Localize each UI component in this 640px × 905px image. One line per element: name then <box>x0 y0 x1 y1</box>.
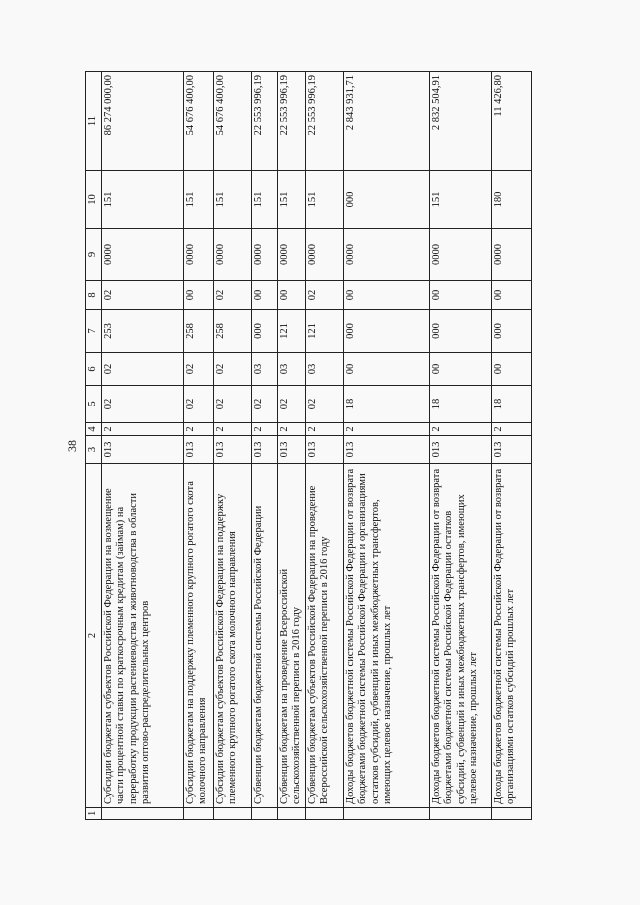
table-row <box>213 72 251 820</box>
table-row <box>343 72 429 820</box>
row-code-cell: 02 <box>101 386 183 423</box>
column-header-1: 1 <box>86 808 102 820</box>
row-code-cell: 02 <box>213 281 251 310</box>
row-description: Доходы бюджетов бюджетной системы Российской Федерации от возврата бюджетами бюджетной системы Российской Федерации остатков субсидий, субвенций и иных межбюджетных трансфертов, имеющих целевое назначение, прошлых лет <box>429 464 491 808</box>
row-code-cell: 02 <box>305 281 343 310</box>
header-row <box>86 72 102 820</box>
column-header-6: 6 <box>86 353 102 386</box>
row-description: Субвенции бюджетам на проведение Всероссийской сельскохозяйственной переписи в 2016 году <box>277 464 305 808</box>
column-header-4: 4 <box>86 423 102 436</box>
row-code-cell: 000 <box>343 310 429 353</box>
row-code-cell: 0000 <box>101 229 183 281</box>
row-code-cell: 151 <box>213 171 251 229</box>
table-row <box>183 72 213 820</box>
row-code-cell: 0000 <box>183 229 213 281</box>
row-code-cell: 2 <box>305 423 343 436</box>
row-code-cell: 151 <box>251 171 277 229</box>
row-code-cell <box>183 808 213 820</box>
row-code-cell: 00 <box>343 353 429 386</box>
row-code-cell <box>213 808 251 820</box>
row-code-cell <box>277 808 305 820</box>
row-code-cell: 000 <box>429 310 491 353</box>
row-description: Доходы бюджетов бюджетной системы Российской Федерации от возврата бюджетами бюджетной системы Российской Федерации и организациями остатков субсидий, субвенций и иных межбюджетных трансфертов, имеющих целевое назначение, прошлых лет <box>343 464 429 808</box>
row-code-cell: 02 <box>277 386 305 423</box>
row-code-cell: 013 <box>213 436 251 464</box>
row-code-cell: 03 <box>277 353 305 386</box>
row-code-cell: 02 <box>183 353 213 386</box>
row-code-cell: 000 <box>251 310 277 353</box>
row-amount: 11 426,80 <box>491 72 531 171</box>
row-code-cell: 00 <box>491 353 531 386</box>
column-header-5: 5 <box>86 386 102 423</box>
row-code-cell: 000 <box>491 310 531 353</box>
row-code-cell: 00 <box>491 281 531 310</box>
table-body <box>101 72 531 820</box>
column-header-11: 11 <box>86 72 102 171</box>
row-description: Субсидии бюджетам субъектов Российской Федерации на поддержку племенного крупного рогатого скота молочного направления <box>213 464 251 808</box>
row-code-cell: 02 <box>213 353 251 386</box>
row-amount: 2 832 504,91 <box>429 72 491 171</box>
table-row <box>429 72 491 820</box>
row-code-cell: 02 <box>101 281 183 310</box>
row-description: Субвенции бюджетам субъектов Российской Федерации на проведение Всероссийской сельскохозяйственной переписи в 2016 году <box>305 464 343 808</box>
row-amount: 2 843 931,71 <box>343 72 429 171</box>
row-code-cell: 0000 <box>277 229 305 281</box>
row-code-cell: 121 <box>305 310 343 353</box>
row-code-cell: 2 <box>429 423 491 436</box>
row-description: Субсидии бюджетам субъектов Российской Федерации на возмещение части процентной ставки по краткосрочным кредитам (займам) на переработку продукции растениеводства и животноводства в области развития оптово-распределительных центров <box>101 464 183 808</box>
row-code-cell: 02 <box>305 386 343 423</box>
row-description: Субсидии бюджетам на поддержку племенного крупного рогатого скота молочного направления <box>183 464 213 808</box>
row-code-cell: 000 <box>343 171 429 229</box>
row-code-cell: 02 <box>183 386 213 423</box>
row-code-cell: 0000 <box>491 229 531 281</box>
row-code-cell: 151 <box>277 171 305 229</box>
row-code-cell: 2 <box>343 423 429 436</box>
row-code-cell: 0000 <box>305 229 343 281</box>
column-header-10: 10 <box>86 171 102 229</box>
row-code-cell: 2 <box>491 423 531 436</box>
table-row <box>277 72 305 820</box>
row-code-cell: 03 <box>305 353 343 386</box>
row-code-cell: 180 <box>491 171 531 229</box>
row-code-cell <box>251 808 277 820</box>
row-code-cell: 02 <box>251 386 277 423</box>
column-header-2: 2 <box>86 464 102 808</box>
row-code-cell <box>101 808 183 820</box>
row-code-cell: 151 <box>429 171 491 229</box>
row-code-cell: 013 <box>277 436 305 464</box>
table-row <box>305 72 343 820</box>
row-code-cell: 0000 <box>213 229 251 281</box>
row-code-cell: 00 <box>343 281 429 310</box>
row-description: Субвенции бюджетам бюджетной системы Российской Федерации <box>251 464 277 808</box>
column-header-3: 3 <box>86 436 102 464</box>
row-code-cell: 0000 <box>251 229 277 281</box>
column-header-8: 8 <box>86 281 102 310</box>
row-code-cell: 00 <box>429 353 491 386</box>
row-code-cell: 2 <box>183 423 213 436</box>
row-amount: 22 553 996,19 <box>305 72 343 171</box>
row-code-cell: 013 <box>251 436 277 464</box>
row-code-cell: 013 <box>491 436 531 464</box>
row-code-cell <box>429 808 491 820</box>
row-code-cell: 0000 <box>343 229 429 281</box>
row-code-cell: 121 <box>277 310 305 353</box>
row-code-cell <box>305 808 343 820</box>
row-amount: 22 553 996,19 <box>277 72 305 171</box>
row-code-cell: 151 <box>101 171 183 229</box>
row-code-cell: 2 <box>277 423 305 436</box>
row-amount: 86 274 000,00 <box>101 72 183 171</box>
row-code-cell: 013 <box>305 436 343 464</box>
column-header-9: 9 <box>86 229 102 281</box>
table-row <box>251 72 277 820</box>
row-code-cell: 00 <box>429 281 491 310</box>
row-code-cell: 151 <box>305 171 343 229</box>
row-code-cell: 18 <box>491 386 531 423</box>
row-code-cell: 013 <box>343 436 429 464</box>
row-code-cell: 013 <box>183 436 213 464</box>
row-code-cell: 02 <box>213 386 251 423</box>
row-code-cell: 2 <box>251 423 277 436</box>
table-row <box>101 72 183 820</box>
row-code-cell: 00 <box>183 281 213 310</box>
row-code-cell: 02 <box>101 353 183 386</box>
row-code-cell: 2 <box>101 423 183 436</box>
row-code-cell: 258 <box>213 310 251 353</box>
row-code-cell <box>491 808 531 820</box>
row-code-cell: 18 <box>429 386 491 423</box>
row-description: Доходы бюджетов бюджетной системы Российской Федерации от возврата организациями остатков субсидий прошлых лет <box>491 464 531 808</box>
row-code-cell: 013 <box>101 436 183 464</box>
table-row <box>491 72 531 820</box>
rotated-table-block <box>65 72 525 820</box>
row-amount: 54 676 400,00 <box>213 72 251 171</box>
row-amount: 22 553 996,19 <box>251 72 277 171</box>
page-number: 38 <box>65 440 79 452</box>
row-code-cell: 151 <box>183 171 213 229</box>
row-code-cell: 18 <box>343 386 429 423</box>
row-code-cell: 00 <box>251 281 277 310</box>
column-header-7: 7 <box>86 310 102 353</box>
row-code-cell: 00 <box>277 281 305 310</box>
row-code-cell: 013 <box>429 436 491 464</box>
row-code-cell: 03 <box>251 353 277 386</box>
row-code-cell: 2 <box>213 423 251 436</box>
row-code-cell: 253 <box>101 310 183 353</box>
row-code-cell: 0000 <box>429 229 491 281</box>
row-code-cell: 258 <box>183 310 213 353</box>
budget-table <box>85 71 532 820</box>
row-code-cell <box>343 808 429 820</box>
row-amount: 54 676 400,00 <box>183 72 213 171</box>
